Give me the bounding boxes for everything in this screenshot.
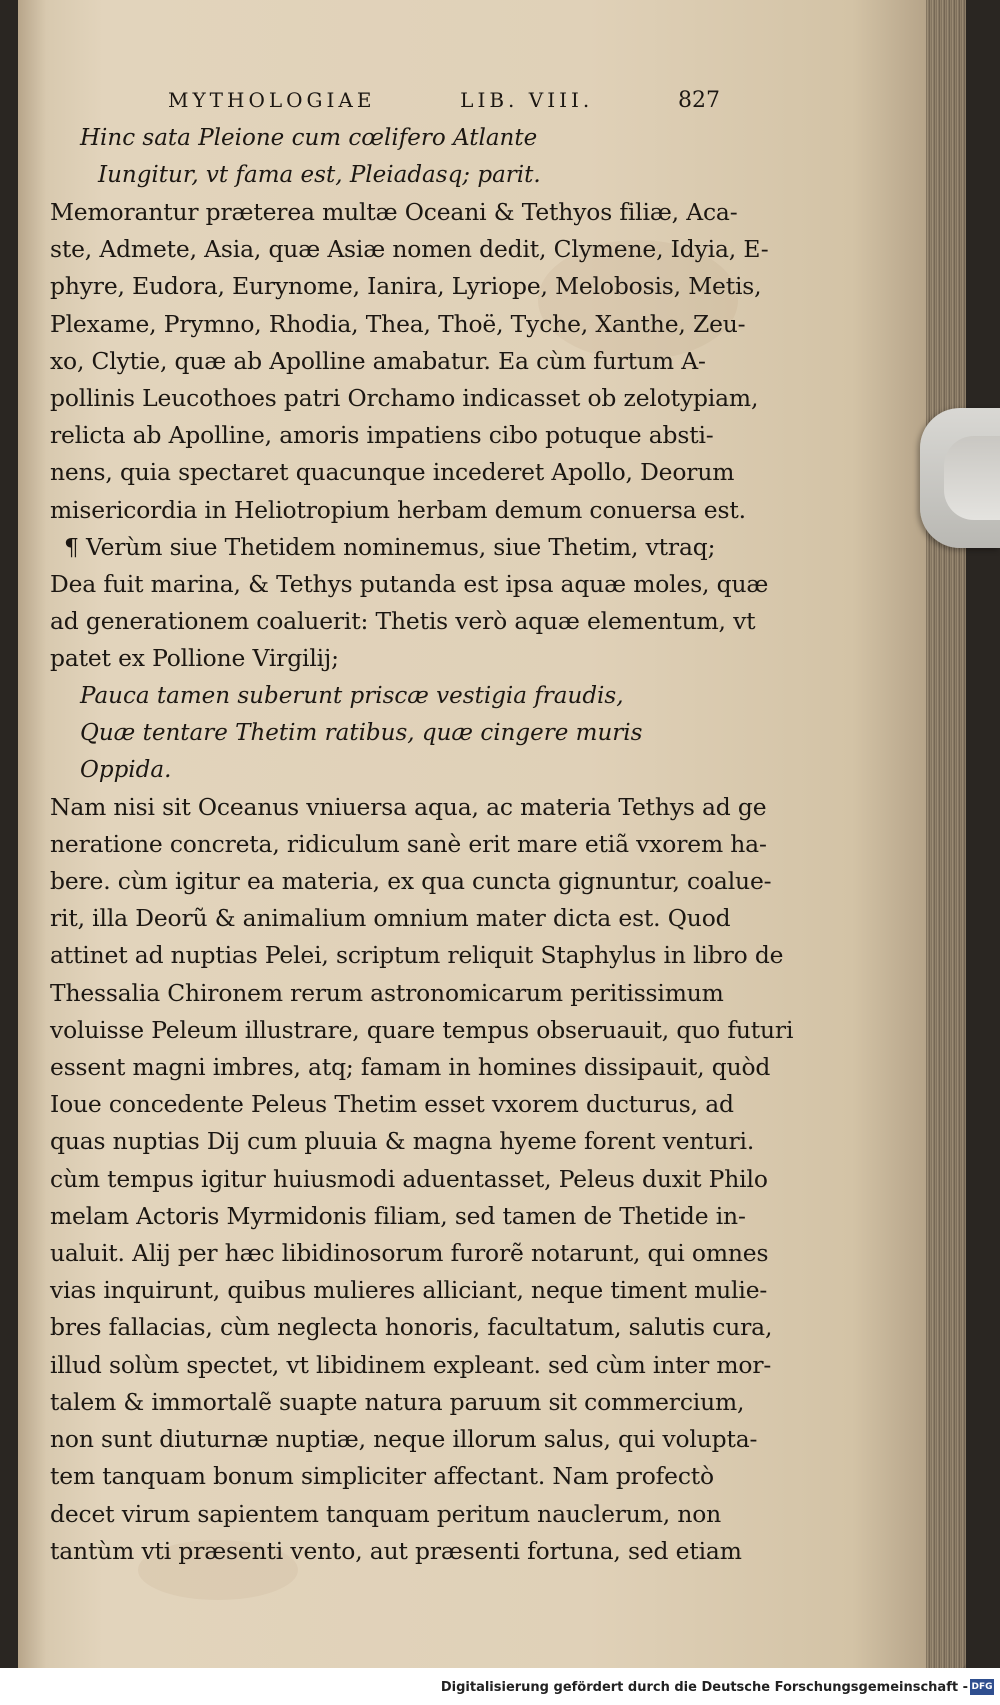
verse-quote-2 xyxy=(50,678,720,789)
text-line: tantùm vti præsenti vento, aut præsenti fortuna, sed etiam xyxy=(50,1536,742,1565)
text-line: tem tanquam bonum simpliciter affectant. Nam profectò xyxy=(50,1462,714,1491)
text-line: bere. cùm igitur ea materia, ex qua cuncta gignuntur, coalue- xyxy=(50,867,772,896)
text-line: decet virum sapientem tanquam peritum nauclerum, non xyxy=(50,1499,722,1528)
text-line: patet ex Pollione Virgilij; xyxy=(50,644,339,673)
text-line: Memorantur præterea multæ Oceani & Tethyos filiæ, Aca- xyxy=(50,198,738,226)
text-line: relicta ab Apolline, amoris impatiens cibo potuque absti- xyxy=(50,421,714,450)
text-line: ste, Admete, Asia, quæ Asiæ nomen dedit, Clymene, Idyia, E- xyxy=(50,235,769,264)
text-line: xo, Clytie, quæ ab Apolline amabatur. Ea cùm furtum A- xyxy=(50,346,706,375)
text-line: cùm tempus igitur huiusmodi aduentasset, Peleus duxit Philo xyxy=(50,1164,768,1193)
text-line: ad generationem coaluerit: Thetis verò aquæ elementum, vt xyxy=(50,607,756,636)
paragraph-2 xyxy=(50,529,769,678)
verse-line: Quæ tentare Thetim ratibus, quæ cingere muris xyxy=(80,719,643,746)
page-number: 827 xyxy=(677,88,720,113)
page-text xyxy=(50,88,794,1570)
text-line: nens, quia spectaret quacunque incederet Apollo, Deorum xyxy=(50,458,735,487)
text-line: ualuit. Alij per hæc libidinosorum furorẽ notarunt, qui omnes xyxy=(50,1239,769,1268)
credit-text: Digitalisierung gefördert durch die Deutsche Forschungsgemeinschaft xyxy=(440,1680,959,1695)
text-line: neratione concreta, ridiculum sanè erit mare etiã vxorem ha- xyxy=(50,829,767,858)
verse-quote-1 xyxy=(50,120,720,194)
text-line: Ioue concedente Peleus Thetim esset vxorem ducturus, ad xyxy=(50,1090,734,1119)
bookmark-clip-inner xyxy=(944,436,1000,520)
text-line: illud solùm spectet, vt libidinem expleant. sed cùm inter mor- xyxy=(50,1350,772,1379)
text-line: non sunt diuturnæ nuptiæ, neque illorum salus, qui volupta- xyxy=(50,1425,758,1454)
text-line: Nam nisi sit Oceanus vniuersa aqua, ac materia Tethys ad ge xyxy=(50,792,767,821)
text-line: melam Actoris Myrmidonis filiam, sed tamen de Thetide in- xyxy=(50,1201,746,1230)
text-line: ¶ Verùm siue Thetidem nominemus, siue Thetim, vtraq; xyxy=(64,532,716,561)
page-edge-stack xyxy=(926,0,966,1668)
dfg-logo-icon: DFG xyxy=(970,1679,994,1695)
text-line: attinet ad nuptias Pelei, scriptum reliquit Staphylus in libro de xyxy=(50,941,784,970)
paragraph-1 xyxy=(50,194,769,529)
text-line: vias inquirunt, quibus mulieres alliciant, neque timent mulie- xyxy=(50,1276,768,1305)
verse-line: Oppida. xyxy=(80,756,172,783)
text-line: pollinis Leucothoes patri Orchamo indicasset ob zelotypiam, xyxy=(50,384,759,413)
text-line: Thessalia Chironem rerum astronomicarum peritissimum xyxy=(50,978,724,1007)
text-line: bres fallacias, cùm neglecta honoris, facultatum, salutis cura, xyxy=(50,1313,773,1342)
running-head-title: MYTHOLOGIAE xyxy=(168,88,376,112)
running-head-book: LIB. VIII. xyxy=(460,88,594,112)
text-line: Plexame, Prymno, Rhodia, Thea, Thoë, Tyche, Xanthe, Zeu- xyxy=(50,309,746,338)
text-line: quas nuptias Dij cum pluuia & magna hyeme forent venturi. xyxy=(50,1127,755,1156)
text-line: essent magni imbres, atq; famam in homines dissipauit, quòd xyxy=(50,1053,771,1082)
running-head xyxy=(168,88,720,118)
text-line: talem & immortalẽ suapte natura paruum sit commercium, xyxy=(50,1387,745,1416)
text-line: misericordia in Heliotropium herbam demum conuersa est. xyxy=(50,495,746,524)
text-line: phyre, Eudora, Eurynome, Ianira, Lyriope, Melobosis, Metis, xyxy=(50,272,762,301)
verse-line: Hinc sata Pleione cum cœlifero Atlante xyxy=(80,125,538,151)
text-line: Dea fuit marina, & Tethys putanda est ipsa aquæ moles, quæ xyxy=(50,570,769,599)
digitization-credit: Digitalisierung gefördert durch die Deutsche Forschungsgemeinschaft - xyxy=(440,1680,968,1695)
paragraph-3 xyxy=(50,789,794,1570)
verse-line: Iungitur, vt fama est, Pleiadasq; parit. xyxy=(98,162,541,188)
text-line: rit, illa Deorũ & animalium omnium mater dicta est. Quod xyxy=(50,904,731,933)
text-line: voluisse Peleum illustrare, quare tempus obseruauit, quo futuri xyxy=(50,1015,794,1044)
verse-line: Pauca tamen suberunt priscæ vestigia fraudis, xyxy=(80,682,624,709)
